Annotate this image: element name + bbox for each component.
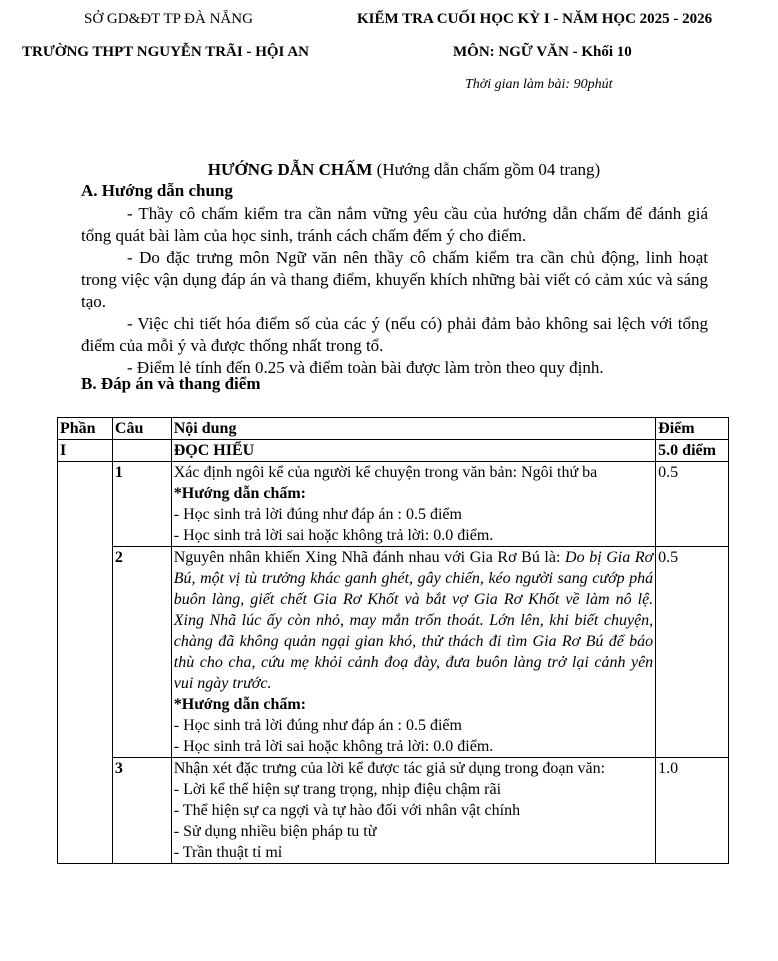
section-content: ĐỌC HIỂU [171, 440, 655, 462]
question-content [171, 462, 655, 547]
answer-point: - Thể hiện sự ca ngợi và tự hào đối với nhân vật chính [173, 802, 521, 819]
guideline-item: - Thầy cô chấm kiểm tra cần nắm vững yêu cầu của hướng dẫn chấm để đánh giá tổng quát bài làm của học sinh, tránh cách chấm đếm ý cho điểm. [81, 204, 708, 245]
answer-detail: Do bị Gia Rơ Bú, một vị tù trưởng khác ganh ghét, gây chiến, kéo người sang cướp phá buôn làng, giết chết Gia Rơ Khốt và bắt vợ Gia Rơ Khốt về làm nô lệ. Xing Nhã lúc ấy còn nhỏ, may mắn trốn thoát. Lớn lên, khi biết chuyện, chàng đã không quản ngại gian khó, thử thách đi tìm Gia Rơ Bú để báo thù cho cha, cứu mẹ khỏi cảnh đoạ đày, đưa buôn làng trở lại cảnh yên vui ngày trước. [173, 549, 654, 692]
guide-line: - Học sinh trả lời sai hoặc không trả lời: 0.0 điểm. [173, 527, 494, 544]
guide-title: *Hướng dẫn chấm: [173, 696, 307, 713]
section-score: 5.0 điểm [656, 440, 729, 462]
question-content [171, 758, 655, 864]
question-content [171, 547, 655, 758]
title-note: (Hướng dẫn chấm gồm 04 trang) [372, 160, 601, 179]
table-row [58, 758, 729, 864]
question-score: 0.5 [656, 547, 729, 758]
guideline-item: - Do đặc trưng môn Ngữ văn nên thầy cô chấm kiểm tra cần chủ động, linh hoạt trong việc vận dụng đáp án và thang điểm, khuyến khích những bài viết có cảm xúc và sáng tạo. [81, 248, 708, 311]
exam-duration: Thời gian làm bài: 90phút [465, 77, 613, 92]
header-question: Câu [112, 418, 171, 440]
guide-title: *Hướng dẫn chấm: [173, 485, 307, 502]
answer-text: Nhận xét đặc trưng của lời kể được tác giả sử dụng trong đoạn văn: [173, 760, 606, 777]
question-score: 1.0 [656, 758, 729, 864]
department-name: SỞ GD&ĐT TP ĐÀ NẴNG [84, 11, 253, 27]
question-number: 2 [112, 547, 171, 758]
answer-point: - Sử dụng nhiều biện pháp tu từ [173, 823, 377, 840]
school-name: TRƯỜNG THPT NGUYỄN TRÃI - HỘI AN [22, 44, 309, 60]
answer-text [174, 547, 653, 694]
guide-line: - Học sinh trả lời đúng như đáp án : 0.5 điểm [173, 717, 462, 734]
exam-title: KIỂM TRA CUỐI HỌC KỲ I - NĂM HỌC 2025 - 2026 [357, 11, 713, 27]
section-part: I [58, 440, 113, 462]
section-row [58, 440, 729, 462]
grading-table [57, 417, 729, 864]
header-content: Nội dung [171, 418, 655, 440]
subject-line: MÔN: NGỮ VĂN - Khối 10 [453, 44, 632, 60]
answer-point: - Lời kể thể hiện sự trang trọng, nhịp điệu chậm rãi [173, 781, 502, 798]
question-number: 1 [112, 462, 171, 547]
section-question-empty [112, 440, 171, 462]
guide-line: - Học sinh trả lời đúng như đáp án : 0.5 điểm [173, 506, 462, 523]
general-guidelines [81, 203, 708, 379]
guide-line: - Học sinh trả lời sai hoặc không trả lời: 0.0 điểm. [173, 738, 494, 755]
answer-point: - Trần thuật tỉ mỉ [173, 844, 283, 861]
table-row [58, 547, 729, 758]
document-title [0, 160, 778, 180]
table-row [58, 462, 729, 547]
section-a-heading: A. Hướng dẫn chung [81, 181, 233, 200]
question-score: 0.5 [656, 462, 729, 547]
question-number: 3 [112, 758, 171, 864]
title-main: HƯỚNG DẪN CHẤM [207, 160, 373, 179]
guideline-item: - Việc chi tiết hóa điểm số của các ý (nếu có) phải đảm bảo không sai lệch với tổng điểm của mỗi ý và được thống nhất trong tổ. [81, 314, 708, 355]
answer-lead: Nguyên nhân khiến Xing Nhã đánh nhau với Gia Rơ Bú là: [173, 549, 566, 566]
answer-text: Xác định ngôi kể của người kể chuyện trong văn bản: Ngôi thứ ba [173, 464, 598, 481]
header-score: Điểm [656, 418, 729, 440]
part-cell-empty [58, 462, 113, 864]
section-b-heading: B. Đáp án và thang điểm [81, 374, 261, 393]
guideline-item: - Điểm lẻ tính đến 0.25 và điểm toàn bài được làm tròn theo quy định. [127, 358, 604, 377]
table-header-row [58, 418, 729, 440]
header-part: Phần [58, 418, 113, 440]
